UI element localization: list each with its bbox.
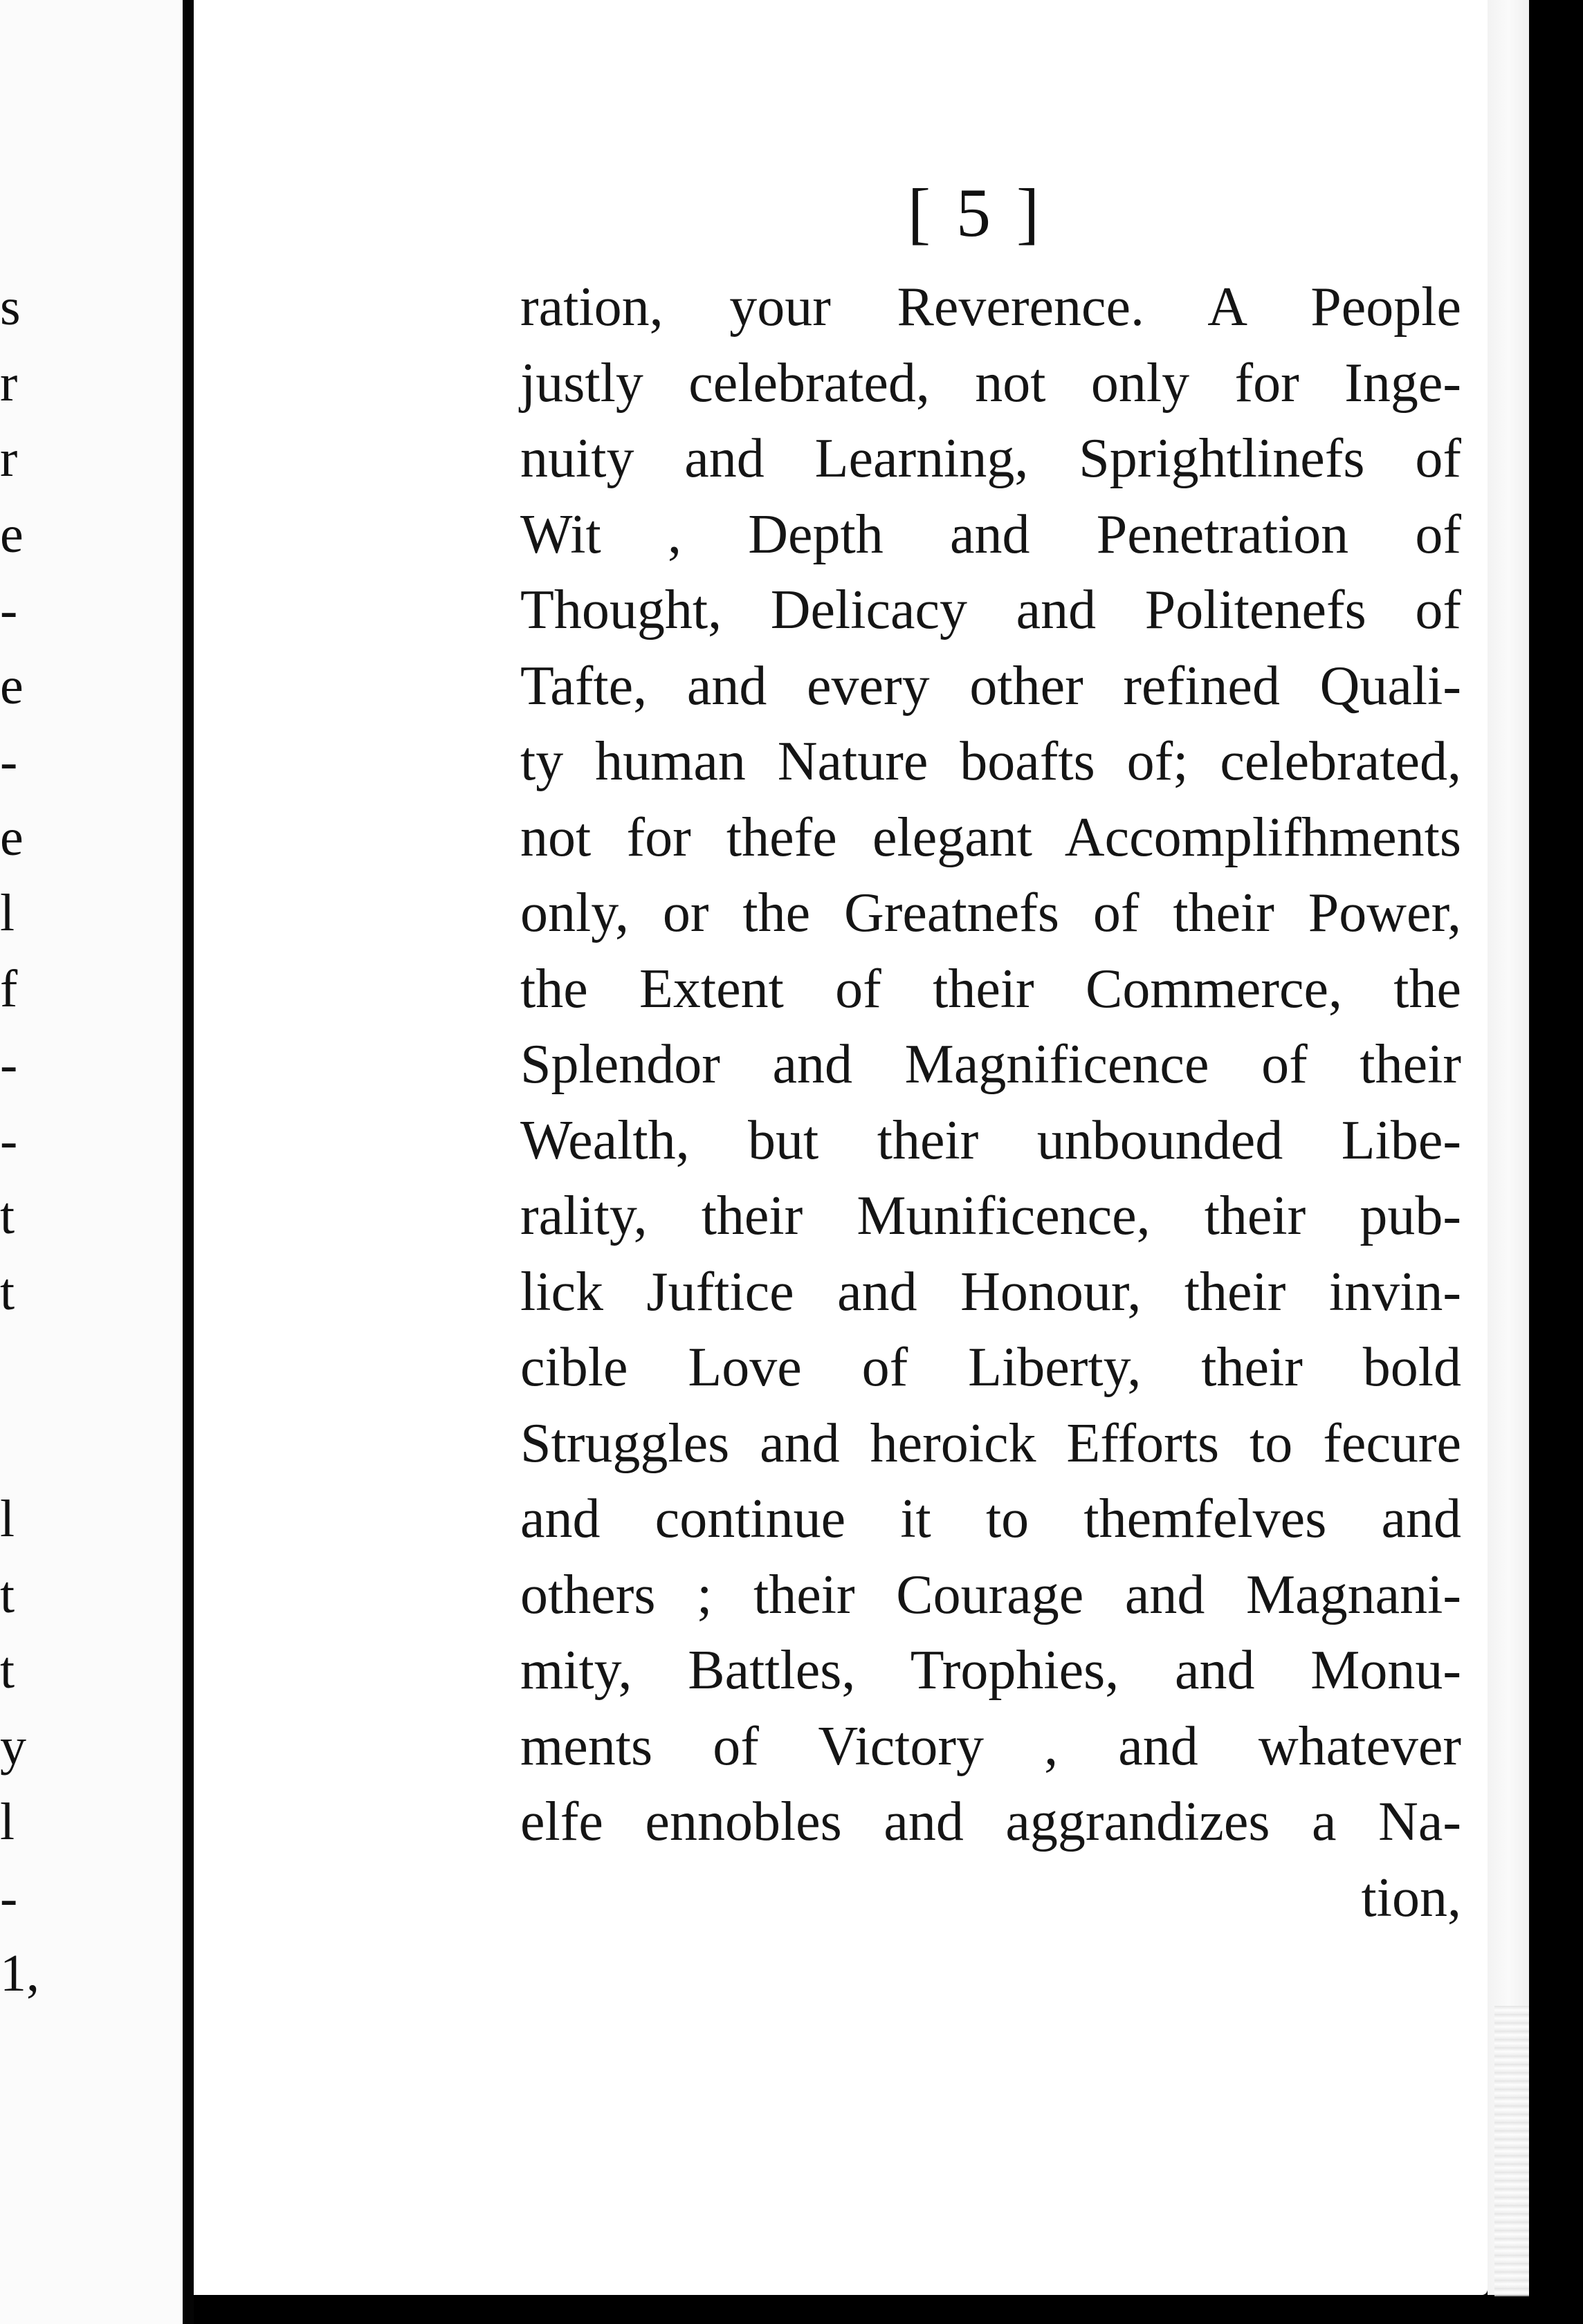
- left-page-fragment: y: [0, 1717, 26, 1776]
- text-line: ments of Victory , and whatever: [520, 1715, 1461, 1777]
- left-page-fragment: e: [0, 505, 24, 564]
- left-page-fragment: s: [0, 278, 21, 336]
- right-page: [194, 0, 1488, 2295]
- text-line: Wit , Depth and Penetration of: [520, 504, 1461, 565]
- text-line: nuity and Learning, Sprightlinefs of: [520, 428, 1461, 489]
- left-page-fragment: t: [0, 1641, 15, 1699]
- left-page-fragment: r: [0, 430, 18, 488]
- text-line: rality, their Munificence, their pub-: [520, 1186, 1461, 1246]
- text-line: Thought, Delicacy and Politenefs of: [520, 580, 1461, 640]
- text-line-catchword: tion,: [1361, 1867, 1461, 1928]
- body-text: [520, 270, 1461, 1936]
- left-page-fragment: -: [0, 1035, 18, 1094]
- left-page-edge: [0, 0, 183, 2324]
- left-page-fragment: -: [0, 1868, 18, 1927]
- text-line: the Extent of their Commerce, the: [520, 958, 1461, 1020]
- text-line: only, or the Greatnefs of their Power,: [520, 883, 1461, 943]
- text-line: ration, your Reverence. A People: [520, 277, 1461, 338]
- scan-border: [1529, 0, 1583, 2324]
- left-page-fragment: e: [0, 808, 24, 867]
- text-line: justly celebrated, not only for Inge-: [520, 352, 1461, 414]
- text-line: Splendor and Magnificence of their: [520, 1034, 1461, 1095]
- text-line: mity, Battles, Trophies, and Monu-: [520, 1640, 1461, 1701]
- text-line: cible Love of Liberty, their bold: [520, 1337, 1461, 1398]
- left-page-fragment: t: [0, 1262, 15, 1321]
- text-line: lick Juftice and Honour, their invin-: [520, 1261, 1461, 1322]
- left-page-fragment: -: [0, 732, 18, 791]
- text-line: others ; their Courage and Magnani-: [520, 1564, 1461, 1625]
- page-edge-shadow: [1488, 0, 1529, 2295]
- text-line: Wealth, but their unbounded Libe-: [520, 1109, 1461, 1171]
- left-page-fragment: e: [0, 656, 24, 715]
- left-page-fragment: f: [0, 959, 18, 1018]
- left-page-fragment: t: [0, 1565, 15, 1624]
- left-page-fragment: 1,: [0, 1944, 39, 2002]
- left-page-fragment: l: [0, 884, 15, 942]
- left-page-fragment: l: [0, 1490, 15, 1548]
- left-page-fragment: l: [0, 1793, 15, 1851]
- text-line: Tafte, and every other refined Quali-: [520, 655, 1461, 717]
- text-line: not for thefe elegant Accomplifhments: [520, 806, 1461, 868]
- left-page-fragment: -: [0, 581, 18, 639]
- text-line: Struggles and heroick Efforts to fecure: [520, 1412, 1461, 1474]
- text-line: ty human Nature boafts of; celebrated,: [520, 731, 1461, 792]
- page-number: [ 5 ]: [907, 174, 1044, 251]
- text-line: elfe ennobles and aggrandizes a Na-: [520, 1791, 1461, 1852]
- text-line: and continue it to themfelves and: [520, 1488, 1461, 1549]
- left-page-fragment: -: [0, 1111, 18, 1170]
- left-page-fragment: t: [0, 1187, 15, 1245]
- left-page-fragment: r: [0, 353, 18, 412]
- book-gutter: [183, 0, 194, 2324]
